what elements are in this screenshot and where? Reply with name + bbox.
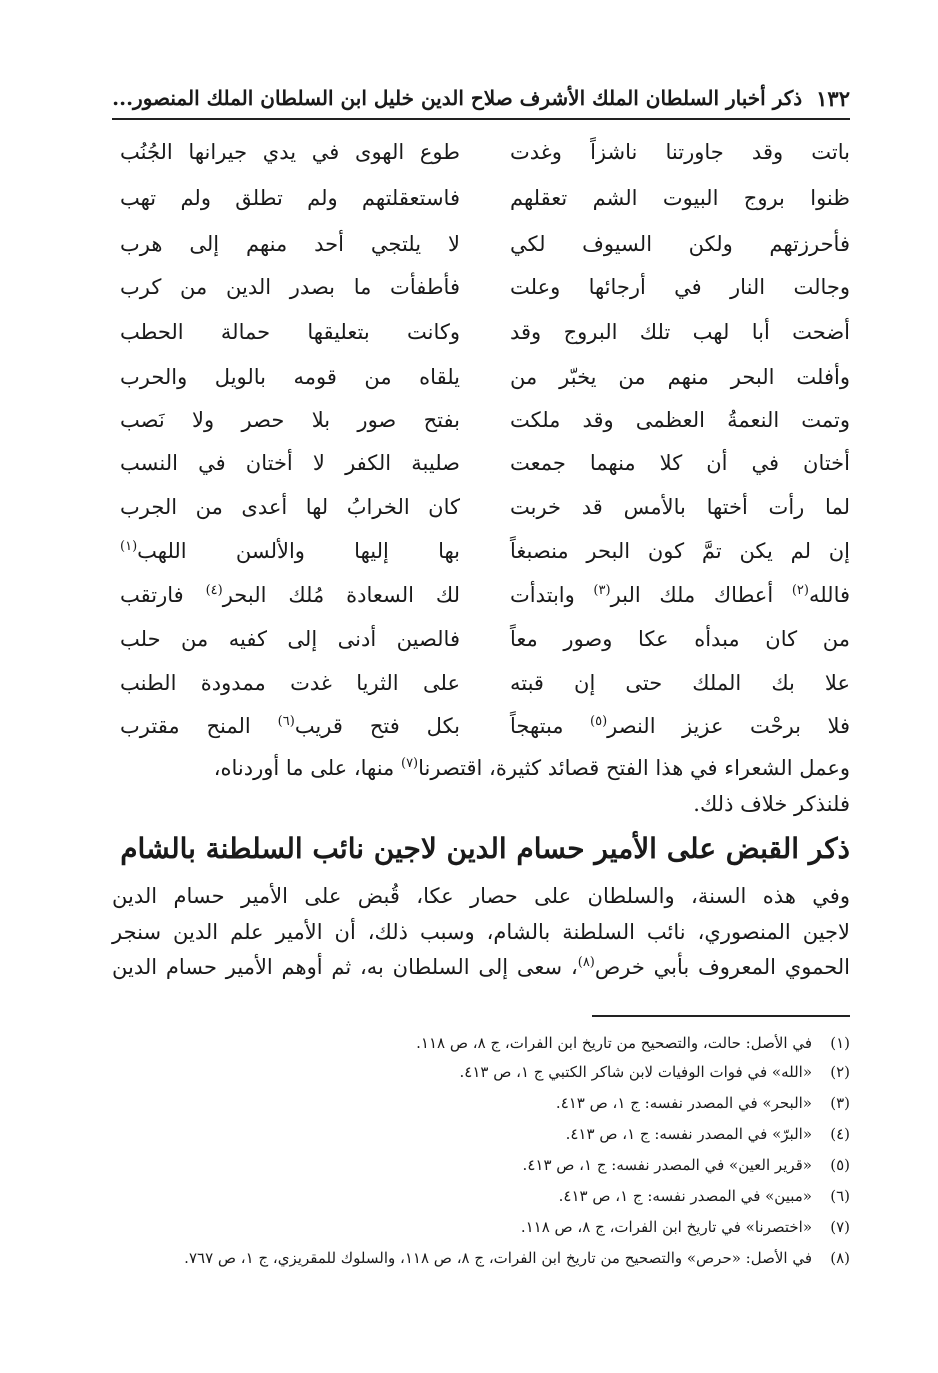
footnote-marker: (٣)	[593, 583, 611, 598]
verse-second-hemistich: صليبة الكفر لا أختان في النسب	[120, 451, 460, 475]
paragraph-text: ، سعى إلى السلطان به، ثم أوهم الأمير حسام الدين	[112, 955, 578, 979]
footnote-text: في الأصل: حالت، والتصحيح من تاريخ ابن الفرات، ج ٨، ص ١١٨.	[416, 1034, 812, 1052]
footnote-marker: (٨)	[577, 955, 595, 970]
verse-second-hemistich: طوع الهوى في يدي جيرانها الجُنُب	[120, 140, 460, 164]
poem-verse	[120, 130, 850, 174]
poem-verse	[120, 441, 850, 485]
footnote	[112, 1152, 850, 1178]
footnote-marker: (٦)	[277, 714, 295, 729]
verse-first-hemistich: فأحرزتهم ولكن السيوف لكي	[510, 232, 850, 256]
verse-second-hemistich	[120, 583, 460, 607]
verse-first-hemistich	[510, 714, 850, 738]
verse-first-hemistich: أختان في أن كلا منهما جمعت	[510, 451, 850, 475]
verse-second-hemistich: كان الخرابُ لها أعدى من الجرب	[120, 495, 460, 519]
footnote-marker: (٤)	[205, 583, 223, 598]
verse-first-hemistich: ظنوا بروج البيوت الشم تعقلهم	[510, 186, 850, 210]
verse-first-hemistich: وتمت النعمةُ العظمى وقد ملكت	[510, 408, 850, 432]
verse-first-hemistich: أضحت أبا لهب تلك البروج وقد	[510, 320, 850, 344]
footnote	[112, 1059, 850, 1085]
verse-second-hemistich: يلقاه من قومه بالويل والحرب	[120, 365, 460, 389]
poem-verse	[120, 265, 850, 309]
poem-verse	[120, 704, 850, 748]
poem-verse	[120, 661, 850, 705]
footnote	[112, 1183, 850, 1209]
verse-first-hemistich: من كان مبدأه عكا وصور معاً	[510, 627, 850, 651]
poem-verse	[120, 617, 850, 661]
verse-second-hemistich	[120, 714, 460, 738]
footnote-number: (٣)	[830, 1094, 850, 1112]
hemistich-text: بها إليها والألسن اللهب	[137, 539, 460, 563]
footnote	[112, 1121, 850, 1147]
paragraph-text: الحموي المعروف بأبي خرص	[594, 955, 851, 979]
footnote-text: «قرير العين» في المصدر نفسه: ج ١، ص ٤١٣.	[522, 1156, 812, 1174]
header-rule	[112, 118, 850, 120]
poem-verse	[120, 529, 850, 573]
footnote	[112, 1214, 850, 1240]
poem-verse	[120, 573, 850, 617]
footnote-text: «البحر» في المصدر نفسه: ج ١، ص ٤١٣.	[555, 1094, 812, 1112]
footnote-number: (٤)	[830, 1125, 850, 1143]
hemistich-text: أعطاك ملك البر	[610, 583, 792, 607]
poem-verse	[120, 310, 850, 354]
poem-verse	[120, 355, 850, 399]
hemistich-text: لك السعادة مُلك البحر	[222, 583, 460, 607]
verse-first-hemistich: وجالت النار في أرجائها وعلت	[510, 275, 850, 299]
hemistich-text: فلا برحْت عزيز النصر	[607, 714, 851, 738]
hemistich-text: بكل فتح قريب	[294, 714, 461, 738]
verse-second-hemistich: فالصين أدنى إلى كفيه من حلب	[120, 627, 460, 651]
poem-verse	[120, 222, 850, 266]
paragraph-line	[112, 955, 850, 979]
verse-first-hemistich: لما رأت أختها بالأمس قد خربت	[510, 495, 850, 519]
footnote-marker: (٢)	[791, 583, 809, 598]
verse-second-hemistich: بفتح صور بلا حصر ولا نَصب	[120, 408, 460, 432]
prose-line	[214, 750, 850, 787]
footnote	[112, 1030, 850, 1056]
verse-first-hemistich	[510, 583, 850, 607]
verse-first-hemistich: علا بك الملك حتى إن قبته	[510, 671, 850, 695]
running-title: ذكر أخبار السلطان الملك الأشرف صلاح الدين خليل ابن السلطان الملك المنصور...	[112, 86, 803, 110]
verse-first-hemistich: باتت وقد جاورتنا ناشزاً وغدت	[510, 140, 850, 164]
page-header	[112, 80, 850, 116]
footnote-text: «البرّ» في المصدر نفسه: ج ١، ص ٤١٣.	[565, 1125, 812, 1143]
footnote-separator	[592, 1015, 850, 1017]
hemistich-text: فارتقب	[120, 583, 206, 607]
footnote-number: (٧)	[830, 1218, 850, 1236]
footnote-number: (١)	[830, 1034, 850, 1052]
verse-second-hemistich: على الثريا غدت ممدودة الطنب	[120, 671, 460, 695]
verse-second-hemistich: وكانت بتعليقها حمالة الحطب	[120, 320, 460, 344]
footnote-number: (٢)	[830, 1063, 850, 1081]
hemistich-text: وابتدأت	[510, 583, 594, 607]
poem-verse	[120, 485, 850, 529]
poem-verse	[120, 176, 850, 220]
paragraph-line: لاجين المنصوري، نائب السلطنة بالشام، وسبب ذلك، أن الأمير علم الدين سنجر	[112, 920, 850, 944]
section-heading: ذكر القبض على الأمير حسام الدين لاجين نائب السلطنة بالشام	[120, 832, 850, 865]
page-number: ١٣٢	[816, 85, 850, 111]
verse-first-hemistich: إن لم يكن تمَّ كون البحر منصبغاً	[510, 539, 850, 563]
prose-line: فلنذكر خلاف ذلك.	[693, 792, 850, 816]
footnote-marker: (٥)	[590, 714, 608, 729]
footnote-number: (٥)	[830, 1156, 850, 1174]
footnote	[112, 1245, 850, 1271]
verse-second-hemistich: فاستعقلتهم ولم تطلق ولم تهب	[120, 186, 460, 210]
hemistich-text: مبتهجاً	[510, 714, 591, 738]
paragraph-line: وفي هذه السنة، والسلطان على حصار عكا، قُبض على الأمير حسام الدين	[112, 884, 850, 908]
footnote-text: «مبين» في المصدر نفسه: ج ١، ص ٤١٣.	[558, 1187, 812, 1205]
prose-text: منها، على ما أوردناه،	[213, 756, 401, 780]
verse-second-hemistich: فأطفأت ما بصدر الدين من كرب	[120, 275, 460, 299]
prose-text: وعمل الشعراء في هذا الفتح قصائد كثيرة، اقتصرنا	[418, 756, 850, 780]
footnote-marker: (٧)	[400, 756, 419, 771]
footnote-marker: (١)	[120, 539, 138, 554]
footnote-text: في الأصل: «حرص» والتصحيح من تاريخ ابن الفرات، ج ٨، ص ١١٨، والسلوك للمقريزي، ج ١، ص ٧٦٧.	[184, 1249, 812, 1267]
verse-second-hemistich	[120, 539, 460, 563]
hemistich-text: فالله	[808, 583, 850, 607]
hemistich-text: المنح مقترب	[120, 714, 278, 738]
verse-second-hemistich: لا يلتجي أحد منهم إلى هرب	[120, 232, 460, 256]
poem-verse	[120, 398, 850, 442]
footnote-text: «الله» في فوات الوفيات لابن شاكر الكتبي ج ١، ص ٤١٣.	[459, 1063, 812, 1081]
footnote-number: (٨)	[830, 1249, 850, 1267]
footnote-text: «اختصرنا» في تاريخ ابن الفرات، ج ٨، ص ١١٨.	[520, 1218, 812, 1236]
footnote	[112, 1090, 850, 1116]
verse-first-hemistich: وأفلت البحر منهم من يخبّر من	[510, 365, 850, 389]
footnote-number: (٦)	[830, 1187, 850, 1205]
